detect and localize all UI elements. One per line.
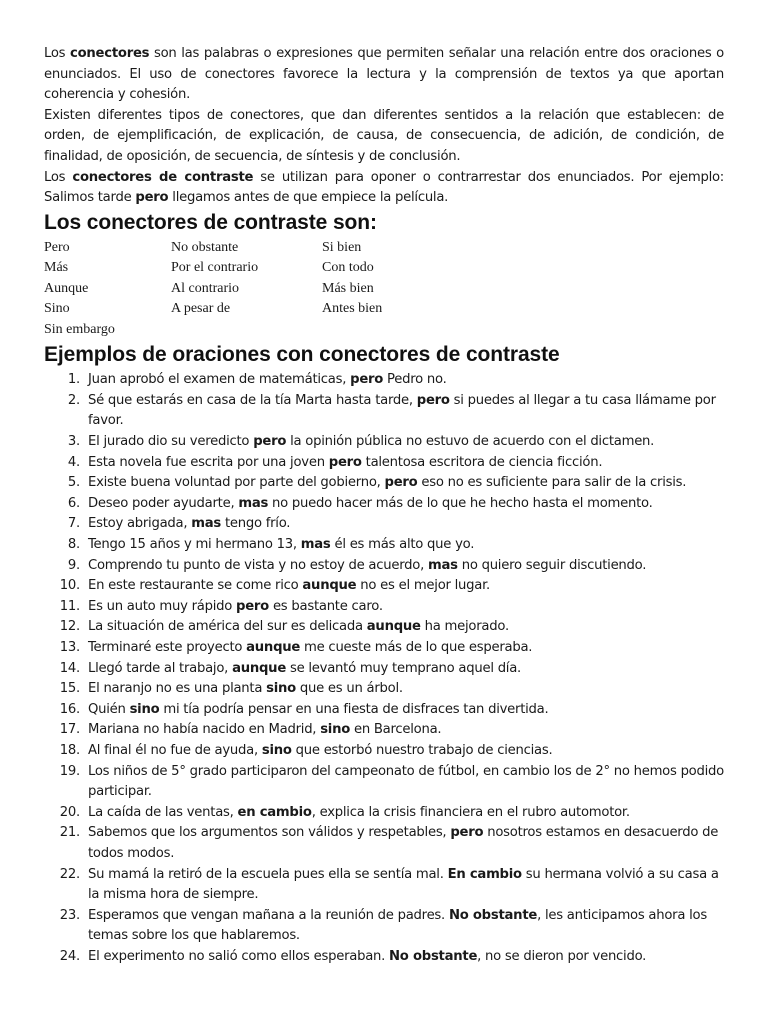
connector-cell: Con todo (322, 260, 374, 276)
text-run: si puedes al llegar a tu casa llámame por favor. (88, 392, 716, 429)
text-run: su hermana volvió a su casa a la misma hora de siempre. (88, 866, 719, 903)
text-run: Al final él no fue de ayuda, (88, 742, 262, 758)
text-run: no puedo hacer más de lo que he hecho hasta el momento. (268, 495, 653, 511)
connectors-row (44, 238, 724, 259)
list-number: 18. (59, 742, 80, 758)
list-number: 21. (59, 825, 80, 841)
list-number: 5. (67, 475, 80, 491)
connectors-heading: Los conectores de contraste son: (44, 210, 377, 234)
connector-cell: Más (44, 260, 69, 276)
text-run: no es el mejor lugar. (356, 578, 490, 594)
list-number: 6. (67, 495, 80, 511)
text-run: ha mejorado. (420, 619, 509, 635)
text-run: Llegó tarde al trabajo, (88, 660, 233, 676)
list-number: 10. (59, 578, 80, 594)
list-number: 4. (67, 454, 80, 470)
connector-word: No obstante (389, 948, 478, 964)
text-run: él es más alto que yo. (330, 537, 475, 552)
connector-cell: A pesar de (171, 301, 231, 317)
example-item (44, 494, 724, 515)
text-run: El experimento no salió como ellos esperaban. (88, 948, 390, 964)
example-item (44, 865, 724, 906)
text-run: Esta novela fue escrita por una joven (88, 454, 329, 470)
connectors-table (44, 238, 724, 341)
text-run: Es un auto muy rápido (88, 598, 237, 614)
connector-word: en cambio (237, 804, 312, 820)
list-number: 14. (59, 660, 80, 676)
text-run: En este restaurante se come rico (88, 578, 303, 594)
connector-word: mas (428, 557, 458, 573)
text-run: no quiero seguir discutiendo. (457, 557, 647, 573)
text-run: Su mamá la retiró de la escuela pues ella se sentía mal. (88, 866, 448, 882)
example-item (44, 535, 724, 556)
connector-word: pero (350, 372, 384, 388)
example-item (44, 473, 724, 494)
text-run: Quién (88, 701, 130, 717)
connector-cell: Sino (44, 301, 70, 317)
example-item (44, 432, 724, 453)
text-run: Sé que estarás en casa de la tía Marta hasta tarde, (88, 392, 417, 408)
connector-word: En cambio (447, 866, 522, 882)
list-number: 15. (59, 681, 80, 697)
list-number: 23. (59, 907, 80, 923)
text-run: se levantó muy temprano aquel día. (286, 660, 521, 676)
list-number: 22. (59, 866, 80, 882)
text-run: Pedro no. (383, 372, 447, 388)
example-item (44, 762, 724, 803)
list-number: 17. (59, 722, 80, 738)
text-run: es bastante caro. (269, 598, 383, 614)
bold-term: conectores (70, 46, 150, 61)
example-item (44, 947, 724, 968)
connector-cell: Pero (44, 239, 70, 255)
connectors-row (44, 279, 724, 300)
text-run: llegamos antes de que empiece la película. (168, 190, 449, 206)
document-page (44, 44, 724, 967)
connector-word: pero (328, 454, 362, 470)
connector-cell: Al contrario (171, 280, 240, 296)
intro-paragraph-2: Existen diferentes tipos de conectores, que dan diferentes sentidos a la relación que establecen: de orden, de ejemplificación, de explicación, de causa, de consecuencia, de adición, de condición, de finalidad, de oposición, de secuencia, de síntesis y de conclusión. (44, 107, 724, 164)
connector-word: pero (450, 825, 484, 841)
list-number: 9. (67, 557, 80, 573)
connector-word: aunque (232, 660, 287, 676)
text-run: Mariana no había nacido en Madrid, (88, 722, 321, 738)
text-run: Sabemos que los argumentos son válidos y respetables, (88, 825, 451, 841)
text-run: Los niños de 5° grado participaron del campeonato de fútbol, en cambio los de 2° no hemos podido participar. (88, 763, 724, 800)
example-item (44, 391, 724, 432)
list-number: 24. (59, 948, 80, 964)
text-run: se utilizan para oponer o contrarrestar dos enunciados. Por ejemplo: Salimos tarde (44, 169, 724, 206)
connector-word: aunque (302, 578, 357, 594)
list-number: 16. (59, 701, 80, 717)
list-number: 2. (67, 392, 80, 408)
intro-paragraph-1 (44, 44, 724, 106)
connector-cell: Más bien (322, 280, 374, 296)
list-number: 8. (67, 537, 80, 552)
example-item (44, 741, 724, 762)
text-run: Estoy abrigada, (88, 516, 192, 532)
text-run: Comprendo tu punto de vista y no estoy de acuerdo, (88, 557, 429, 573)
connector-word: sino (261, 742, 292, 758)
text-run: mi tía podría pensar en una fiesta de disfraces tan divertida. (159, 701, 549, 717)
connector-word: aunque (246, 639, 301, 655)
text-run: tengo frío. (221, 516, 291, 532)
example-item (44, 659, 724, 680)
text-run: Esperamos que vengan mañana a la reunión de padres. (88, 907, 449, 923)
text-run: Terminaré este proyecto (88, 639, 247, 655)
connector-word: pero (236, 598, 269, 614)
connectors-row (44, 258, 724, 279)
text-run: , no se dieron por vencido. (477, 948, 647, 964)
text-run: en Barcelona. (350, 722, 442, 738)
connector-word: pero (253, 434, 287, 450)
text-run: Los (44, 169, 73, 185)
text-run: Tengo 15 años y mi hermano 13, (88, 537, 301, 552)
text-run: Existe buena voluntad por parte del gobierno, (88, 475, 385, 491)
connector-word: No obstante (448, 907, 538, 923)
text-run: El naranjo no es una planta (88, 681, 267, 697)
text-run: Juan aprobó el examen de matemáticas, (88, 372, 351, 388)
connector-word: sino (320, 722, 351, 738)
connector-word: mas (238, 495, 269, 511)
connector-word: sino (266, 681, 296, 697)
list-number: 12. (59, 619, 80, 635)
connector-cell: Si bien (322, 239, 362, 255)
text-run: eso no es suficiente para salir de la crisis. (417, 475, 687, 491)
example-item (44, 453, 724, 474)
list-number: 13. (59, 639, 80, 655)
connector-cell: Antes bien (322, 301, 383, 317)
intro-paragraph-3 (44, 168, 724, 209)
text-run: El jurado dio su veredicto (88, 434, 254, 450)
example-item (44, 597, 724, 618)
list-number: 1. (67, 372, 80, 388)
text-run: Los (44, 46, 71, 61)
example-item (44, 803, 724, 824)
connector-cell: Por el contrario (171, 260, 259, 276)
text-run: , les anticipamos ahora los temas sobre los que hablaremos. (88, 907, 707, 944)
text-run: que estorbó nuestro trabajo de ciencias. (291, 742, 553, 758)
list-number: 11. (59, 598, 80, 614)
example-item (44, 638, 724, 659)
bold-term: conectores de contraste (72, 169, 254, 185)
text-run: , explica la crisis financiera en el rubro automotor. (311, 804, 630, 820)
examples-list (44, 370, 724, 967)
text-run: nosotros estamos en desacuerdo de todos modos. (88, 825, 719, 861)
example-item (44, 556, 724, 577)
list-number: 7. (67, 516, 80, 532)
text-run: me cueste más de lo que esperaba. (300, 639, 533, 655)
example-item (44, 906, 724, 947)
example-item (44, 679, 724, 700)
example-item (44, 720, 724, 741)
connector-cell: Aunque (44, 280, 89, 296)
list-number: 19. (59, 763, 80, 779)
examples-heading: Ejemplos de oraciones con conectores de contraste (44, 343, 560, 367)
text-run: la opinión pública no estuvo de acuerdo con el dictamen. (286, 434, 655, 450)
connector-cell: No obstante (171, 239, 239, 255)
connector-word: mas (191, 516, 222, 532)
list-number: 20. (59, 804, 80, 820)
example-item (44, 617, 724, 638)
connector-word: pero (384, 475, 418, 491)
connectors-row (44, 299, 724, 320)
connectors-row (44, 320, 724, 341)
connector-word: sino (129, 701, 160, 717)
text-run: talentosa escritora de ciencia ficción. (361, 454, 603, 470)
text-run: son las palabras o expresiones que permiten señalar una relación entre dos oraciones o enunciados. El uso de conectores favorece la lectura y la comprensión de textos ya que aportan coherencia y cohesión. (44, 46, 724, 103)
text-run: que es un árbol. (295, 681, 403, 697)
text-run: Deseo poder ayudarte, (88, 495, 239, 511)
example-item (44, 700, 724, 721)
connector-word: mas (300, 537, 331, 552)
text-run: La caída de las ventas, (88, 804, 238, 820)
text-run: La situación de américa del sur es delicada (88, 619, 367, 635)
example-item (44, 823, 724, 864)
example-item (44, 370, 724, 391)
example-item (44, 576, 724, 597)
list-number: 3. (67, 434, 80, 450)
example-item (44, 514, 724, 535)
connector-cell: Sin embargo (44, 321, 115, 337)
connector-word: aunque (366, 619, 421, 635)
bold-term: pero (135, 190, 169, 206)
connector-word: pero (416, 392, 450, 408)
